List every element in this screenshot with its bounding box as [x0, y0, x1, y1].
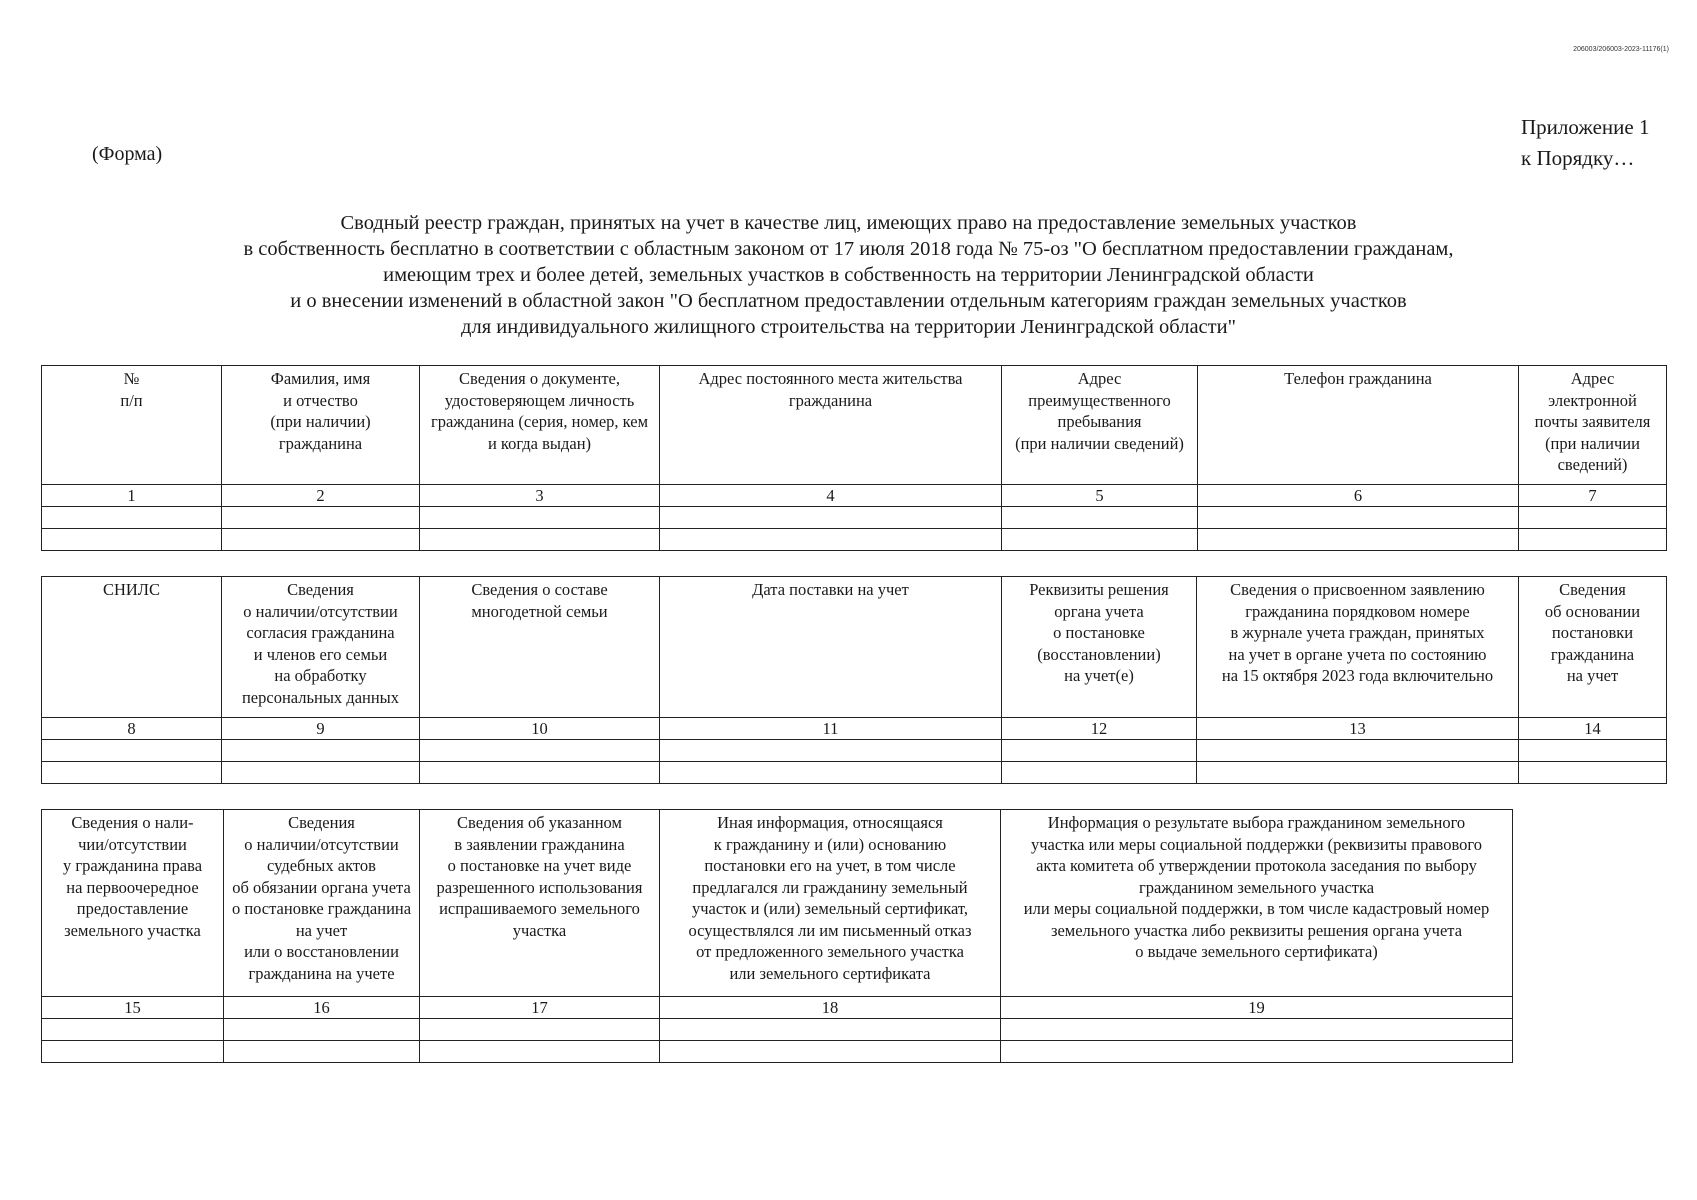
column-number: 18 [660, 997, 1001, 1019]
empty-cell [420, 740, 660, 762]
column-number: 12 [1002, 718, 1197, 740]
column-header-line: Иная информация, относящаяся [717, 813, 943, 832]
column-header-line: о постановке гражданина [231, 899, 412, 918]
column-header-line: согласия гражданина [246, 623, 395, 642]
column-number: 4 [660, 485, 1002, 507]
column-header-line: удостоверяющем личность [444, 390, 635, 410]
column-header-line: гражданином земельного участка [1138, 877, 1375, 897]
empty-cell [660, 740, 1002, 762]
column-number: 2 [222, 485, 420, 507]
form-label: (Форма) [92, 143, 163, 165]
column-header-line: и членов его семьи [253, 644, 388, 664]
empty-cell [420, 1019, 660, 1041]
column-header-line: испрашиваемого земельного [439, 899, 640, 918]
empty-cell [222, 507, 420, 529]
empty-cell [1197, 740, 1519, 762]
column-header-line: на учет [1566, 666, 1619, 685]
empty-cell [222, 529, 420, 551]
empty-cell [1198, 507, 1519, 529]
column-header-line: Сведения о присвоенном заявлению [1230, 580, 1485, 599]
header-row [42, 810, 1513, 997]
column-header-line: об обязании органа учета [232, 877, 411, 897]
column-number: 15 [42, 997, 224, 1019]
column-header [660, 366, 1002, 485]
column-header-line: земельного участка либо реквизиты решения органа учета [1050, 920, 1463, 940]
column-header [420, 366, 660, 485]
empty-cell [660, 1019, 1001, 1041]
column-header-line: предоставление [76, 899, 189, 918]
column-header-line: от предложенного земельного участка [696, 942, 964, 961]
column-header-line: о постановке на учет виде [447, 856, 632, 875]
appendix-caption [1521, 112, 1649, 174]
column-header-line: Фамилия, имя [270, 369, 371, 388]
column-number: 10 [420, 718, 660, 740]
column-header-line: п/п [120, 390, 143, 410]
empty-row [42, 762, 1667, 784]
column-header-line: Телефон гражданина [1284, 369, 1432, 388]
column-header [222, 577, 420, 718]
column-header-line: преимущественного [1028, 390, 1171, 410]
column-header-line: Реквизиты решения [1029, 580, 1169, 599]
empty-row [42, 740, 1667, 762]
column-header [224, 810, 420, 997]
empty-cell [224, 1041, 420, 1063]
empty-cell [42, 740, 222, 762]
column-header-line: (восстановлении) [1037, 644, 1161, 664]
column-header [1519, 366, 1667, 485]
empty-cell [660, 507, 1002, 529]
empty-cell [42, 529, 222, 551]
column-header-line: многодетной семьи [471, 601, 608, 621]
column-header-line: гражданина (серия, номер, кем [430, 412, 649, 431]
empty-cell [1001, 1041, 1513, 1063]
column-header-line: в заявлении гражданина [454, 834, 625, 854]
column-header [660, 810, 1001, 997]
empty-cell [1002, 740, 1197, 762]
empty-cell [1002, 507, 1198, 529]
column-header-line: участка или меры социальной поддержки (реквизиты правового [1030, 834, 1483, 854]
empty-cell [42, 507, 222, 529]
column-header-line: на обработку [274, 666, 367, 685]
empty-cell [42, 762, 222, 784]
column-number: 9 [222, 718, 420, 740]
column-header-line: в журнале учета граждан, принятых [1230, 623, 1485, 642]
column-header-line: Сведения [1559, 580, 1626, 599]
column-header-line: персональных данных [241, 687, 400, 707]
column-header-line: гражданина [1550, 644, 1635, 664]
column-header-line: и отчество [283, 390, 358, 410]
empty-cell [1002, 762, 1197, 784]
empty-row [42, 1019, 1513, 1041]
column-number: 19 [1001, 997, 1513, 1019]
header-row [42, 577, 1667, 718]
column-header-line: Информация о результате выбора гражданином земельного [1047, 813, 1466, 832]
column-header-line: Адрес постоянного места жительства [698, 369, 963, 388]
column-header-line: Дата поставки на учет [752, 580, 909, 599]
column-header-line: Сведения об указанном [457, 813, 622, 832]
column-header-line: (при наличии сведений) [1015, 433, 1184, 453]
column-header-line: судебных актов [267, 856, 376, 875]
empty-cell [660, 529, 1002, 551]
header-row [42, 366, 1667, 485]
column-number: 7 [1519, 485, 1667, 507]
empty-cell [660, 762, 1002, 784]
column-header-line: разрешенного использования [436, 877, 643, 897]
empty-row [42, 529, 1667, 551]
empty-row [42, 1041, 1513, 1063]
empty-cell [420, 762, 660, 784]
column-number-row [42, 718, 1667, 740]
empty-row [42, 507, 1667, 529]
column-header-line: чии/отсутствии [78, 834, 187, 854]
empty-cell [1002, 529, 1198, 551]
column-header-line: СНИЛС [102, 580, 161, 599]
column-header [1519, 577, 1667, 718]
document-title [0, 210, 1697, 340]
column-number: 6 [1198, 485, 1519, 507]
column-header-line: Сведения [288, 813, 355, 832]
column-header-line: о выдаче земельного сертификата) [1135, 942, 1378, 961]
column-number-row [42, 485, 1667, 507]
column-header-line: на учет(е) [1064, 666, 1134, 685]
column-header-line: Сведения о документе, [459, 369, 620, 388]
title-line: для индивидуального жилищного строительства на территории Ленинградской области" [461, 316, 1236, 338]
column-header-line: гражданина порядковом номере [1245, 601, 1470, 621]
empty-cell [420, 1041, 660, 1063]
column-header [222, 366, 420, 485]
column-number: 14 [1519, 718, 1667, 740]
register-table-3 [41, 809, 1513, 1063]
column-header-line: участок и (или) земельный сертификат, [692, 899, 968, 918]
column-header-line: Сведения о нали- [71, 813, 194, 832]
column-number: 13 [1197, 718, 1519, 740]
column-header-line: об основании [1544, 601, 1641, 621]
appendix-line-1: Приложение 1 [1521, 115, 1650, 139]
column-header [42, 810, 224, 997]
column-number: 3 [420, 485, 660, 507]
document-id: 206003/206003-2023-11176(1) [1573, 46, 1669, 53]
empty-cell [42, 1019, 224, 1041]
column-header-line: на учет в органе учета по состоянию [1228, 644, 1487, 664]
column-header-line: на первоочередное [66, 877, 199, 897]
appendix-line-2: к Порядку… [1521, 146, 1635, 170]
empty-cell [1197, 762, 1519, 784]
column-header-line: на учет [295, 920, 348, 940]
empty-cell [1519, 762, 1667, 784]
column-header-line: № [123, 369, 140, 388]
column-header-line: гражданина на учете [248, 963, 395, 983]
title-line: и о внесении изменений в областной закон "О бесплатном предоставлении отдельным категориям граждан земельных участков [290, 290, 1407, 312]
column-header [1002, 577, 1197, 718]
column-header-line: постановки [1551, 623, 1634, 642]
column-header-line: к гражданину и (или) основанию [713, 834, 947, 854]
column-header-line: у гражданина права [62, 856, 203, 875]
column-header-line: (при наличии) [270, 412, 371, 431]
column-number: 16 [224, 997, 420, 1019]
column-header-line: и когда выдан) [487, 433, 592, 453]
column-header-line: гражданина [278, 433, 363, 453]
column-header-line: осуществлялся ли им письменный отказ [688, 920, 972, 940]
empty-cell [420, 529, 660, 551]
column-header-line: о наличии/отсутствии [244, 834, 399, 854]
column-header-line: или земельного сертификата [729, 963, 931, 983]
column-number: 17 [420, 997, 660, 1019]
column-header [420, 577, 660, 718]
column-header-line: сведений) [1557, 455, 1628, 474]
column-header-line: постановки его на учет, в том числе [704, 856, 956, 875]
column-header [420, 810, 660, 997]
column-number: 8 [42, 718, 222, 740]
column-number: 1 [42, 485, 222, 507]
column-header-line: органа учета [1054, 601, 1144, 621]
title-line: Сводный реестр граждан, принятых на учет в качестве лиц, имеющих право на предоставление земельных участков [340, 212, 1357, 234]
column-header-line: электронной [1548, 390, 1637, 410]
column-header-line: предлагался ли гражданину земельный [692, 877, 968, 897]
empty-cell [420, 507, 660, 529]
column-header-line: участка [512, 920, 567, 940]
column-header [1198, 366, 1519, 485]
column-header-line: Адрес [1570, 369, 1615, 388]
empty-cell [42, 1041, 224, 1063]
column-header [660, 577, 1002, 718]
column-header-line: или меры социальной поддержки, в том числе кадастровый номер [1023, 899, 1490, 918]
column-header-line: пребывания [1057, 412, 1142, 431]
empty-cell [1198, 529, 1519, 551]
title-line: имеющим трех и более детей, земельных участков в собственность на территории Ленинградской области [383, 264, 1314, 286]
column-header-line: земельного участка [64, 920, 201, 940]
column-number-row [42, 997, 1513, 1019]
column-header [42, 366, 222, 485]
empty-cell [224, 1019, 420, 1041]
register-table-1 [41, 365, 1667, 551]
column-header-line: Сведения о составе [471, 580, 608, 599]
empty-cell [1519, 740, 1667, 762]
column-header-line: почты заявителя [1534, 412, 1651, 431]
column-header-line: гражданина [788, 390, 873, 410]
column-header [1197, 577, 1519, 718]
empty-cell [222, 762, 420, 784]
empty-cell [1519, 507, 1667, 529]
title-line: в собственность бесплатно в соответствии с областным законом от 17 июля 2018 года № 75-оз "О бесплатном предоставлении гражданам, [243, 238, 1454, 260]
column-header-line: о наличии/отсутствии [243, 601, 398, 621]
column-header-line: Сведения [287, 580, 354, 599]
column-header-line: о постановке [1053, 623, 1145, 642]
register-table-2 [41, 576, 1667, 784]
empty-cell [1001, 1019, 1513, 1041]
column-header-line: на 15 октября 2023 года включительно [1221, 666, 1494, 685]
empty-cell [1519, 529, 1667, 551]
empty-cell [222, 740, 420, 762]
column-header-line: акта комитета об утверждении протокола заседания по выбору [1036, 856, 1477, 875]
column-number: 11 [660, 718, 1002, 740]
column-header [42, 577, 222, 718]
column-header [1001, 810, 1513, 997]
column-number: 5 [1002, 485, 1198, 507]
column-header-line: или о восстановлении [244, 942, 399, 961]
empty-cell [660, 1041, 1001, 1063]
column-header-line: Адрес [1077, 369, 1122, 388]
column-header-line: (при наличии [1545, 433, 1640, 453]
column-header [1002, 366, 1198, 485]
